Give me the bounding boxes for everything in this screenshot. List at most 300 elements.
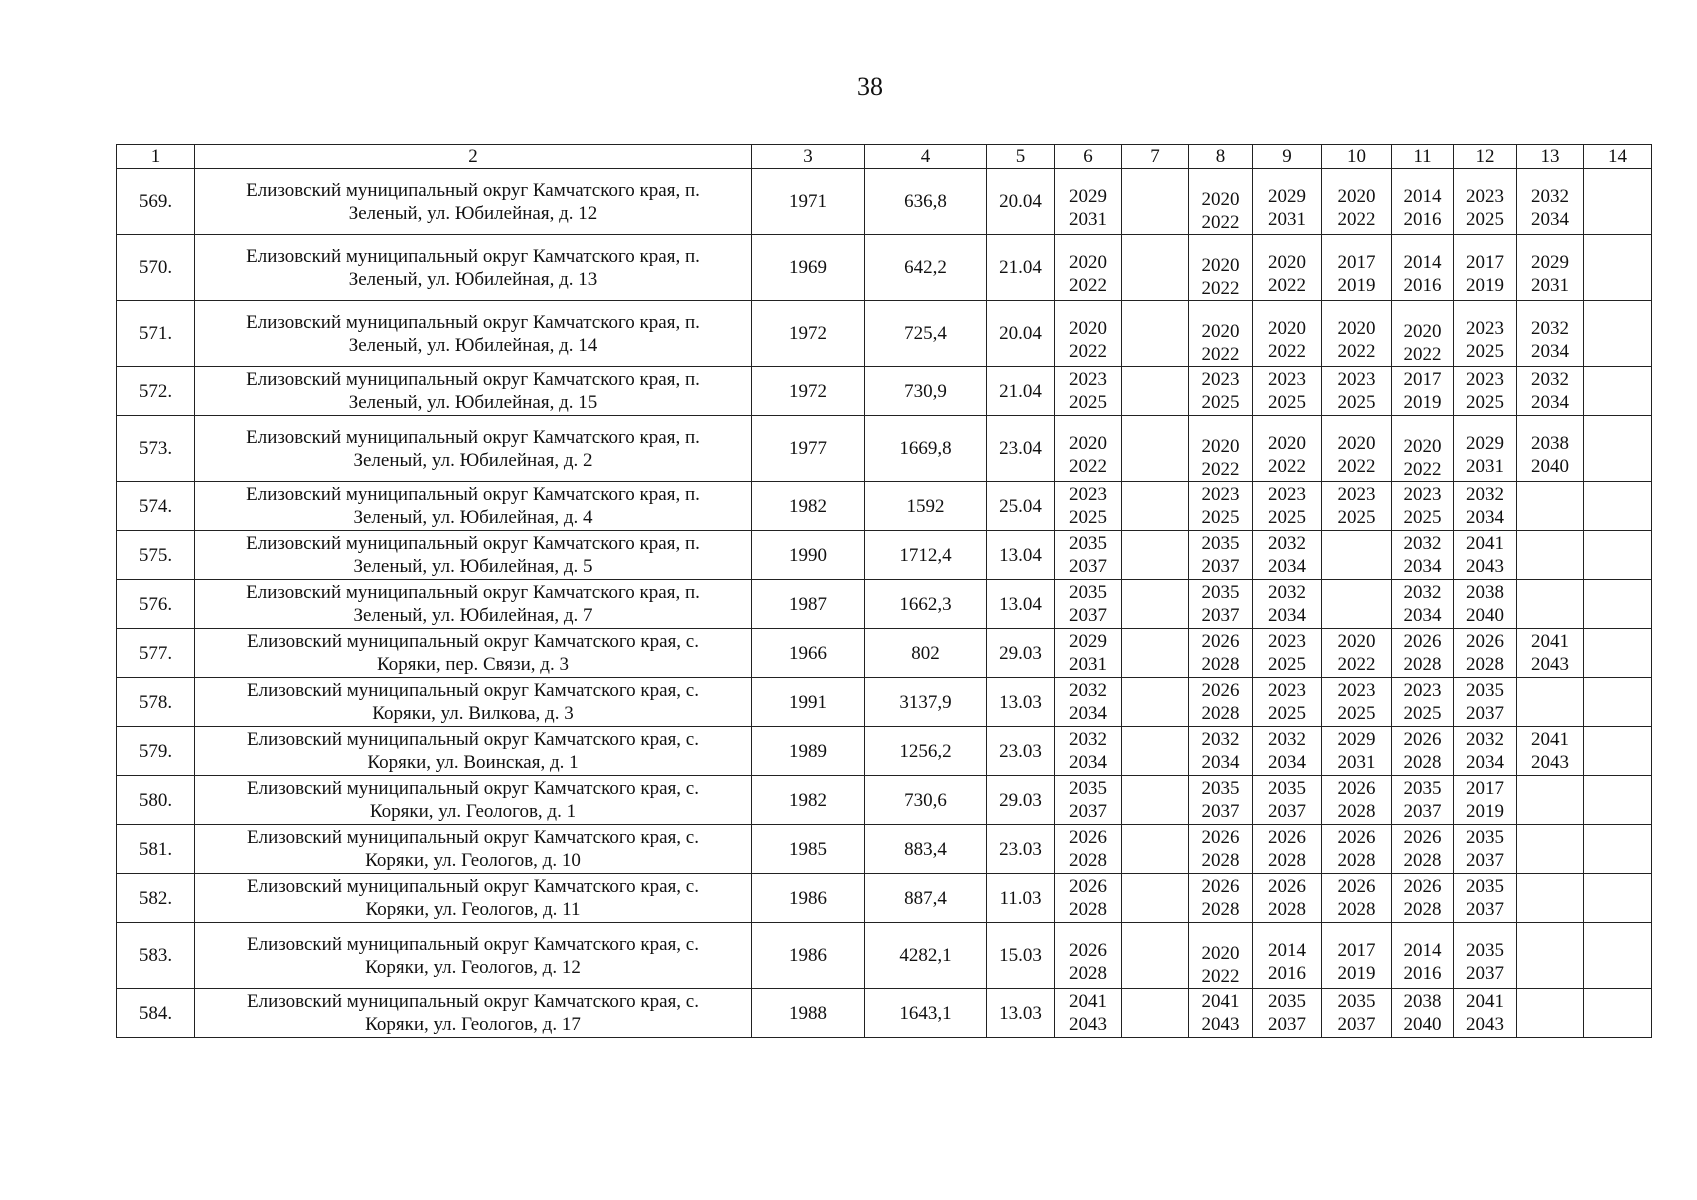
period-cell-8 <box>1189 235 1253 301</box>
cell-line: 2014 <box>1403 939 1442 961</box>
cell-line: 2023 <box>1201 369 1240 390</box>
column-header-2: 2 <box>195 145 752 169</box>
period-cell-13 <box>1517 531 1584 580</box>
cell-line: 2016 <box>1403 208 1442 230</box>
cell-line: 2028 <box>1201 703 1240 724</box>
period-cell-12 <box>1454 825 1517 874</box>
table-row <box>117 629 1652 678</box>
date-cell: 13.04 <box>987 531 1055 580</box>
cell-line: 2016 <box>1403 274 1442 296</box>
cell-line: 2037 <box>1069 556 1107 577</box>
cell-line: 2020 <box>1069 432 1107 454</box>
period-cell-13 <box>1517 923 1584 989</box>
cell-line: 2032 <box>1403 533 1442 554</box>
cell-line: 2043 <box>1466 1014 1504 1035</box>
cell-line: 2028 <box>1337 801 1376 822</box>
address-cell <box>195 989 752 1038</box>
cell-line: 2043 <box>1466 556 1504 577</box>
column-header-10: 10 <box>1322 145 1392 169</box>
cell-line: 2026 <box>1337 876 1376 897</box>
cell-line: 2022 <box>1337 340 1376 362</box>
cell-line: 2014 <box>1268 939 1306 961</box>
cell-line: 2034 <box>1466 507 1504 528</box>
cell-line: 2023 <box>1337 680 1376 701</box>
cell-line: 2022 <box>1201 212 1240 233</box>
period-cell-12 <box>1454 923 1517 989</box>
cell-line: 2031 <box>1337 752 1376 773</box>
cell-line: 2028 <box>1403 899 1442 920</box>
cell-line: Елизовский муниципальный округ Камчатского края, с. <box>246 631 699 652</box>
cell-line: 2026 <box>1201 680 1240 701</box>
period-cell-8 <box>1189 678 1253 727</box>
cell-line: 2023 <box>1466 369 1504 390</box>
cell-line: 2029 <box>1268 185 1306 207</box>
date-cell: 11.03 <box>987 874 1055 923</box>
period-cell-9 <box>1253 825 1322 874</box>
cell-line: 2026 <box>1403 729 1442 750</box>
cell-line: Коряки, пер. Связи, д. 3 <box>377 654 569 675</box>
cell-line: 2019 <box>1466 801 1504 822</box>
cell-line: 2031 <box>1069 654 1107 675</box>
cell-line: 2025 <box>1201 507 1240 528</box>
cell-line: 2032 <box>1268 729 1306 750</box>
period-cell-10 <box>1322 367 1392 416</box>
date-cell: 23.03 <box>987 727 1055 776</box>
period-cell-11 <box>1392 825 1454 874</box>
cell-line: Елизовский муниципальный округ Камчатского края, п. <box>246 533 700 554</box>
period-cell-11 <box>1392 727 1454 776</box>
cell-line: 2025 <box>1403 703 1442 724</box>
period-cell-7 <box>1122 678 1189 727</box>
cell-line: Елизовский муниципальный округ Камчатского края, с. <box>246 778 699 799</box>
cell-line: 2017 <box>1337 251 1376 273</box>
cell-line: 2022 <box>1337 654 1376 675</box>
cell-line: 2028 <box>1403 654 1442 675</box>
period-cell-6 <box>1055 169 1122 235</box>
period-cell-13 <box>1517 727 1584 776</box>
period-cell-8 <box>1189 727 1253 776</box>
period-cell-9 <box>1253 678 1322 727</box>
year-built-cell: 1972 <box>752 301 865 367</box>
cell-line: 2041 <box>1466 533 1504 554</box>
period-cell-10 <box>1322 678 1392 727</box>
year-built-cell: 1971 <box>752 169 865 235</box>
period-cell-10 <box>1322 482 1392 531</box>
period-cell-7 <box>1122 776 1189 825</box>
period-cell-7 <box>1122 727 1189 776</box>
year-built-cell: 1972 <box>752 367 865 416</box>
period-cell-7 <box>1122 416 1189 482</box>
period-cell-10 <box>1322 531 1392 580</box>
address-cell <box>195 367 752 416</box>
address-cell <box>195 727 752 776</box>
cell-line: 2028 <box>1337 899 1376 920</box>
area-cell: 1669,8 <box>865 416 987 482</box>
period-cell-6 <box>1055 776 1122 825</box>
cell-line: 2025 <box>1069 392 1107 413</box>
cell-line: 2035 <box>1201 778 1240 799</box>
period-cell-14 <box>1584 367 1652 416</box>
cell-line: Коряки, ул. Геологов, д. 10 <box>365 850 581 871</box>
cell-line: 2034 <box>1403 556 1442 577</box>
cell-line: 2020 <box>1201 255 1240 276</box>
cell-line: 2022 <box>1403 459 1442 480</box>
period-cell-6 <box>1055 301 1122 367</box>
area-cell: 1592 <box>865 482 987 531</box>
cell-line: 2032 <box>1466 484 1504 505</box>
cell-line: 2022 <box>1268 340 1306 362</box>
cell-line: 2025 <box>1069 507 1107 528</box>
cell-line: 2020 <box>1337 185 1376 207</box>
period-cell-7 <box>1122 482 1189 531</box>
period-cell-10 <box>1322 923 1392 989</box>
cell-line: 2020 <box>1268 251 1306 273</box>
cell-line: 2019 <box>1466 274 1504 296</box>
period-cell-14 <box>1584 989 1652 1038</box>
period-cell-8 <box>1189 367 1253 416</box>
cell-line: Елизовский муниципальный округ Камчатского края, п. <box>246 369 700 390</box>
cell-line: 2023 <box>1268 484 1306 505</box>
cell-line: 2034 <box>1268 556 1306 577</box>
period-cell-11 <box>1392 989 1454 1038</box>
period-cell-9 <box>1253 629 1322 678</box>
cell-line: Коряки, ул. Геологов, д. 1 <box>369 801 577 822</box>
period-cell-7 <box>1122 169 1189 235</box>
period-cell-10 <box>1322 580 1392 629</box>
period-cell-6 <box>1055 531 1122 580</box>
period-cell-13 <box>1517 825 1584 874</box>
table-row <box>117 776 1652 825</box>
cell-line: Коряки, ул. Вилкова, д. 3 <box>372 703 574 724</box>
period-cell-12 <box>1454 580 1517 629</box>
cell-line: 2022 <box>1337 455 1376 477</box>
period-cell-10 <box>1322 169 1392 235</box>
cell-line: 2014 <box>1403 185 1442 207</box>
cell-line: 2037 <box>1466 899 1504 920</box>
table-row <box>117 678 1652 727</box>
cell-line: Зеленый, ул. Юбилейная, д. 2 <box>353 449 593 471</box>
cell-line: 2034 <box>1531 340 1569 362</box>
cell-line: 2034 <box>1531 392 1569 413</box>
cell-line: 2028 <box>1069 962 1107 984</box>
period-cell-9 <box>1253 531 1322 580</box>
cell-line: 2028 <box>1201 654 1240 675</box>
cell-line: 2038 <box>1403 991 1442 1012</box>
cell-line: 2041 <box>1201 991 1240 1012</box>
cell-line: 2020 <box>1069 317 1107 339</box>
year-built-cell: 1986 <box>752 874 865 923</box>
period-cell-6 <box>1055 678 1122 727</box>
cell-line: 2035 <box>1069 533 1107 554</box>
cell-line: 2032 <box>1531 369 1569 390</box>
cell-line: 2023 <box>1268 369 1306 390</box>
year-built-cell: 1977 <box>752 416 865 482</box>
cell-line: 2040 <box>1403 1014 1442 1035</box>
cell-line: 2043 <box>1531 752 1569 773</box>
period-cell-11 <box>1392 301 1454 367</box>
cell-line: Зеленый, ул. Юбилейная, д. 15 <box>348 392 598 413</box>
cell-line: 2032 <box>1069 680 1107 701</box>
cell-line: 2032 <box>1531 317 1569 339</box>
cell-line: 2028 <box>1337 850 1376 871</box>
cell-line: 2026 <box>1201 631 1240 652</box>
row-number-cell: 571. <box>117 301 195 367</box>
cell-line: 2022 <box>1201 344 1240 365</box>
cell-line: 2023 <box>1403 484 1442 505</box>
cell-line: 2031 <box>1466 455 1504 477</box>
cell-line: 2035 <box>1337 991 1376 1012</box>
area-cell: 4282,1 <box>865 923 987 989</box>
cell-line: 2022 <box>1268 274 1306 296</box>
period-cell-8 <box>1189 416 1253 482</box>
year-built-cell: 1966 <box>752 629 865 678</box>
year-built-cell: 1969 <box>752 235 865 301</box>
cell-line: Коряки, ул. Геологов, д. 11 <box>365 899 581 920</box>
cell-line: 2035 <box>1268 778 1306 799</box>
cell-line: 2023 <box>1337 484 1376 505</box>
cell-line: 2020 <box>1201 436 1240 457</box>
cell-line: Зеленый, ул. Юбилейная, д. 13 <box>348 268 598 290</box>
row-number-cell: 572. <box>117 367 195 416</box>
period-cell-9 <box>1253 874 1322 923</box>
period-cell-9 <box>1253 235 1322 301</box>
cell-line: 2023 <box>1268 631 1306 652</box>
cell-line: 2025 <box>1466 208 1504 230</box>
address-cell <box>195 825 752 874</box>
column-header-4: 4 <box>865 145 987 169</box>
period-cell-6 <box>1055 416 1122 482</box>
year-built-cell: 1982 <box>752 482 865 531</box>
date-cell: 23.03 <box>987 825 1055 874</box>
period-cell-7 <box>1122 580 1189 629</box>
cell-line: 2035 <box>1201 582 1240 603</box>
period-cell-11 <box>1392 776 1454 825</box>
cell-line: Елизовский муниципальный округ Камчатского края, п. <box>246 311 700 333</box>
table-row <box>117 235 1652 301</box>
cell-line: 2026 <box>1201 827 1240 848</box>
cell-line: 2014 <box>1403 251 1442 273</box>
period-cell-14 <box>1584 629 1652 678</box>
cell-line: 2031 <box>1531 274 1569 296</box>
period-cell-12 <box>1454 367 1517 416</box>
cell-line: Зеленый, ул. Юбилейная, д. 5 <box>353 556 593 577</box>
date-cell: 23.04 <box>987 416 1055 482</box>
cell-line: 2029 <box>1337 729 1376 750</box>
cell-line: 2031 <box>1069 208 1107 230</box>
period-cell-6 <box>1055 727 1122 776</box>
column-header-14: 14 <box>1584 145 1652 169</box>
date-cell: 29.03 <box>987 629 1055 678</box>
cell-line: 2020 <box>1201 321 1240 342</box>
cell-line: 2034 <box>1268 752 1306 773</box>
period-cell-7 <box>1122 874 1189 923</box>
cell-line: Зеленый, ул. Юбилейная, д. 7 <box>353 605 593 626</box>
cell-line: 2041 <box>1531 631 1569 652</box>
period-cell-6 <box>1055 989 1122 1038</box>
period-cell-14 <box>1584 678 1652 727</box>
address-cell <box>195 678 752 727</box>
cell-line: Коряки, ул. Геологов, д. 12 <box>365 956 581 978</box>
period-cell-13 <box>1517 169 1584 235</box>
period-cell-12 <box>1454 776 1517 825</box>
cell-line: 2029 <box>1069 631 1107 652</box>
cell-line: 2032 <box>1201 729 1240 750</box>
cell-line: 2020 <box>1069 251 1107 273</box>
address-cell <box>195 923 752 989</box>
period-cell-8 <box>1189 482 1253 531</box>
cell-line: 2035 <box>1466 680 1504 701</box>
column-header-11: 11 <box>1392 145 1454 169</box>
address-cell <box>195 629 752 678</box>
period-cell-13 <box>1517 989 1584 1038</box>
period-cell-10 <box>1322 301 1392 367</box>
year-built-cell: 1989 <box>752 727 865 776</box>
period-cell-12 <box>1454 416 1517 482</box>
cell-line: 2038 <box>1531 432 1569 454</box>
cell-line: Елизовский муниципальный округ Камчатского края, п. <box>246 179 700 201</box>
period-cell-10 <box>1322 416 1392 482</box>
period-cell-11 <box>1392 678 1454 727</box>
row-number-cell: 575. <box>117 531 195 580</box>
cell-line: 2037 <box>1201 801 1240 822</box>
period-cell-12 <box>1454 989 1517 1038</box>
row-number-cell: 577. <box>117 629 195 678</box>
column-header-5: 5 <box>987 145 1055 169</box>
period-cell-14 <box>1584 235 1652 301</box>
period-cell-13 <box>1517 776 1584 825</box>
column-number-row <box>117 145 1652 169</box>
period-cell-12 <box>1454 874 1517 923</box>
cell-line: 2043 <box>1069 1014 1107 1035</box>
cell-line: Зеленый, ул. Юбилейная, д. 4 <box>353 507 593 528</box>
area-cell: 1256,2 <box>865 727 987 776</box>
period-cell-7 <box>1122 629 1189 678</box>
row-number-cell: 570. <box>117 235 195 301</box>
cell-line: 2035 <box>1069 582 1107 603</box>
period-cell-14 <box>1584 169 1652 235</box>
row-number-cell: 581. <box>117 825 195 874</box>
cell-line: 2032 <box>1268 582 1306 603</box>
cell-line: 2019 <box>1337 962 1376 984</box>
cell-line: Елизовский муниципальный округ Камчатского края, с. <box>246 876 699 897</box>
table-row <box>117 301 1652 367</box>
period-cell-6 <box>1055 367 1122 416</box>
row-number-cell: 573. <box>117 416 195 482</box>
row-number-cell: 584. <box>117 989 195 1038</box>
year-built-cell: 1985 <box>752 825 865 874</box>
cell-line: Елизовский муниципальный округ Камчатского края, с. <box>246 827 699 848</box>
cell-line: 2037 <box>1201 556 1240 577</box>
cell-line: Елизовский муниципальный округ Камчатского края, с. <box>246 991 699 1012</box>
area-cell: 1643,1 <box>865 989 987 1038</box>
address-cell <box>195 482 752 531</box>
row-number-cell: 580. <box>117 776 195 825</box>
period-cell-9 <box>1253 301 1322 367</box>
page-number: 38 <box>857 72 883 101</box>
cell-line: 2028 <box>1201 899 1240 920</box>
cell-line: 2022 <box>1201 278 1240 299</box>
cell-line: 2025 <box>1268 654 1306 675</box>
cell-line: 2023 <box>1069 484 1107 505</box>
cell-line: 2037 <box>1268 801 1306 822</box>
period-cell-14 <box>1584 825 1652 874</box>
cell-line: 2020 <box>1268 317 1306 339</box>
cell-line: 2023 <box>1466 185 1504 207</box>
cell-line: 2034 <box>1403 605 1442 626</box>
cell-line: 2023 <box>1337 369 1376 390</box>
period-cell-7 <box>1122 989 1189 1038</box>
cell-line: 2025 <box>1268 392 1306 413</box>
cell-line: 2019 <box>1337 274 1376 296</box>
row-number-cell: 579. <box>117 727 195 776</box>
period-cell-10 <box>1322 825 1392 874</box>
cell-line: 2020 <box>1268 432 1306 454</box>
period-cell-10 <box>1322 776 1392 825</box>
cell-line: 2037 <box>1466 850 1504 871</box>
cell-line: 2034 <box>1069 752 1107 773</box>
cell-line: 2023 <box>1069 369 1107 390</box>
date-cell: 20.04 <box>987 169 1055 235</box>
period-cell-7 <box>1122 531 1189 580</box>
cell-line: 2032 <box>1531 185 1569 207</box>
column-header-1: 1 <box>117 145 195 169</box>
cell-line: 2035 <box>1466 939 1504 961</box>
address-cell <box>195 416 752 482</box>
year-built-cell: 1987 <box>752 580 865 629</box>
period-cell-6 <box>1055 235 1122 301</box>
cell-line: 2026 <box>1403 631 1442 652</box>
cell-line: 2040 <box>1466 605 1504 626</box>
area-cell: 730,9 <box>865 367 987 416</box>
cell-line: 2023 <box>1268 680 1306 701</box>
column-header-6: 6 <box>1055 145 1122 169</box>
row-number-cell: 569. <box>117 169 195 235</box>
table-row <box>117 825 1652 874</box>
column-header-7: 7 <box>1122 145 1189 169</box>
year-built-cell: 1986 <box>752 923 865 989</box>
row-number-cell: 576. <box>117 580 195 629</box>
period-cell-11 <box>1392 531 1454 580</box>
period-cell-13 <box>1517 416 1584 482</box>
table-row <box>117 416 1652 482</box>
cell-line: 2026 <box>1337 778 1376 799</box>
cell-line: Елизовский муниципальный округ Камчатского края, п. <box>246 484 700 505</box>
period-cell-8 <box>1189 629 1253 678</box>
area-cell: 1662,3 <box>865 580 987 629</box>
cell-line: 2028 <box>1403 752 1442 773</box>
cell-line: 2026 <box>1466 631 1504 652</box>
cell-line: Коряки, ул. Воинская, д. 1 <box>367 752 579 773</box>
area-cell: 730,6 <box>865 776 987 825</box>
column-header-12: 12 <box>1454 145 1517 169</box>
period-cell-12 <box>1454 678 1517 727</box>
cell-line: 2025 <box>1466 392 1504 413</box>
cell-line: 2022 <box>1069 455 1107 477</box>
year-built-cell: 1982 <box>752 776 865 825</box>
date-cell: 13.03 <box>987 989 1055 1038</box>
column-header-9: 9 <box>1253 145 1322 169</box>
period-cell-12 <box>1454 727 1517 776</box>
period-cell-8 <box>1189 169 1253 235</box>
date-cell: 21.04 <box>987 235 1055 301</box>
cell-line: 2026 <box>1337 827 1376 848</box>
cell-line: Коряки, ул. Геологов, д. 17 <box>365 1014 581 1035</box>
period-cell-10 <box>1322 727 1392 776</box>
cell-line: 2025 <box>1268 703 1306 724</box>
date-cell: 20.04 <box>987 301 1055 367</box>
cell-line: 2035 <box>1069 778 1107 799</box>
cell-line: 2034 <box>1268 605 1306 626</box>
